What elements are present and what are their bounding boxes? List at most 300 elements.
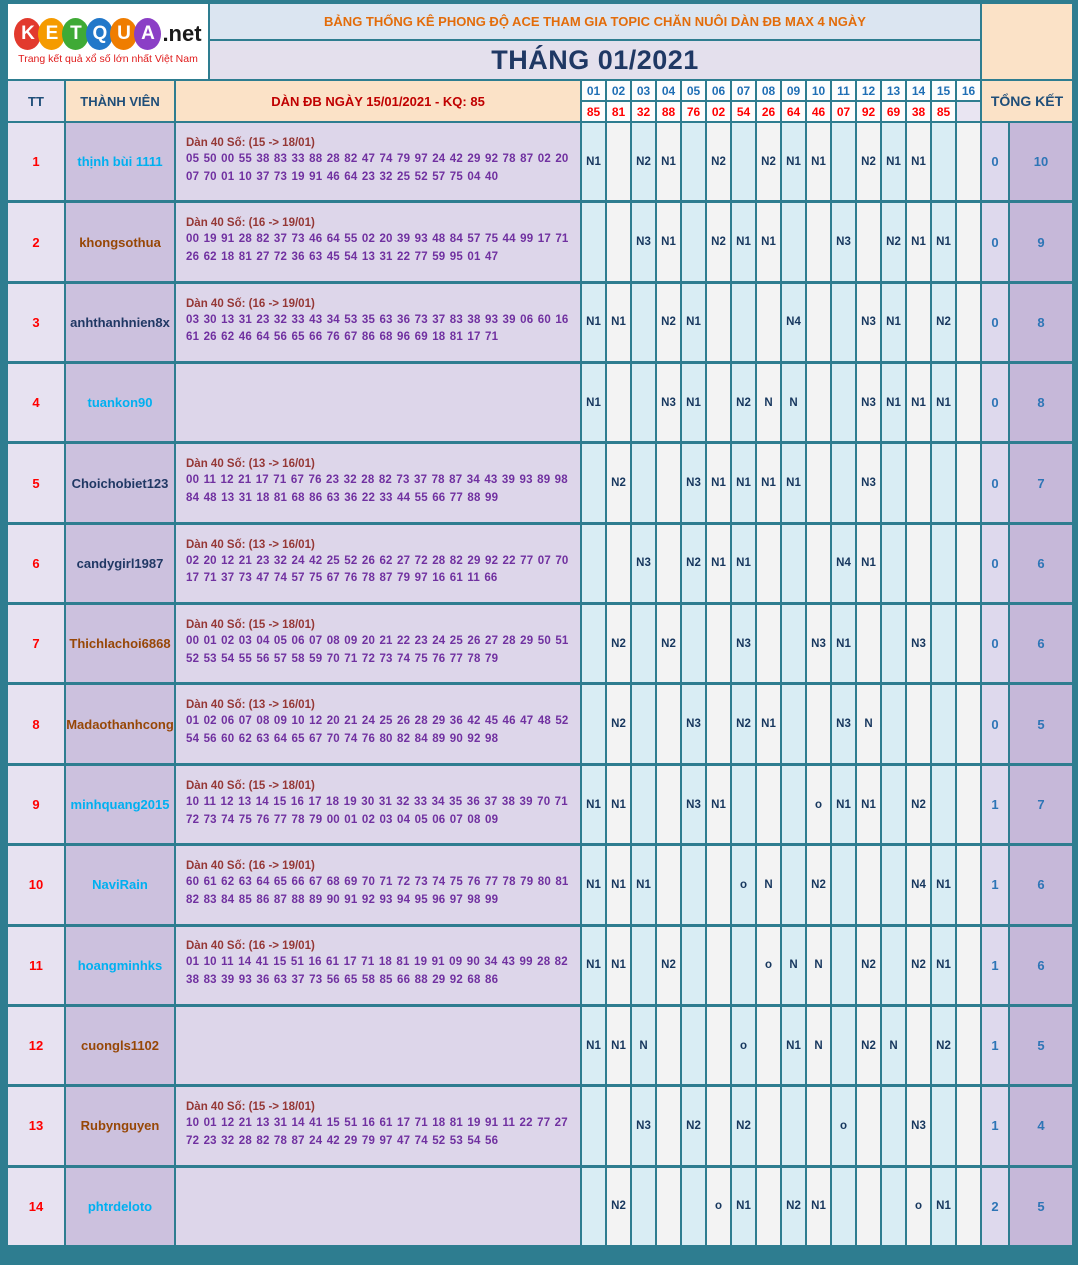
streak-total: 1 [982, 846, 1008, 923]
day-result: 54 [732, 102, 755, 121]
day-mark-cell: N1 [607, 766, 630, 843]
day-mark-cell: N [882, 1007, 905, 1084]
day-mark-cell: N1 [582, 284, 605, 361]
day-mark-cell: N4 [782, 284, 805, 361]
dan-title: Dàn 40 Số: (13 -> 16/01) [186, 538, 315, 551]
day-mark-cell [957, 1007, 980, 1084]
day-mark-cell [657, 766, 680, 843]
day-mark-cell [957, 1087, 980, 1164]
day-mark-cell [957, 284, 980, 361]
row-number: 9 [8, 766, 64, 843]
day-mark-cell: N4 [832, 525, 855, 602]
day-number: 08 [757, 81, 780, 100]
row-number: 13 [8, 1087, 64, 1164]
day-mark-cell: N2 [782, 1168, 805, 1245]
day-mark-cell [932, 525, 955, 602]
grand-total: 6 [1010, 927, 1072, 1004]
day-result: 07 [832, 102, 855, 121]
day-mark-cell: N3 [682, 685, 705, 762]
member-name: khongsothua [66, 203, 174, 280]
day-mark-cell: o [757, 927, 780, 1004]
table-row [8, 927, 1072, 1004]
day-mark-cell: N1 [707, 525, 730, 602]
table-row [8, 605, 1072, 682]
day-mark-cell [632, 766, 655, 843]
streak-total: 0 [982, 284, 1008, 361]
day-column-header [782, 81, 805, 121]
day-result: 26 [757, 102, 780, 121]
day-mark-cell [582, 605, 605, 682]
day-mark-cell [957, 525, 980, 602]
day-mark-cell [632, 364, 655, 441]
day-mark-cell [932, 1087, 955, 1164]
day-mark-cell [607, 364, 630, 441]
table-row [8, 123, 1072, 200]
day-mark-cell: N2 [607, 605, 630, 682]
day-mark-cell: N1 [657, 123, 680, 200]
day-mark-cell [832, 364, 855, 441]
dan-cell [176, 846, 580, 923]
table-row [8, 444, 1072, 521]
day-mark-cell: N1 [632, 846, 655, 923]
day-number: 01 [582, 81, 605, 100]
day-mark-cell: N3 [907, 605, 930, 682]
day-mark-cell: N1 [807, 123, 830, 200]
day-mark-cell: N2 [932, 1007, 955, 1084]
day-mark-cell [757, 284, 780, 361]
dan-numbers: 00 01 02 03 04 05 06 07 08 09 20 21 22 23 24 25 26 27 28 29 50 51 52 53 54 55 56 57 58 59 70 71 72 73 74 75 76 77 78 79 [186, 635, 569, 665]
day-mark-cell [632, 927, 655, 1004]
day-mark-cell [607, 525, 630, 602]
day-mark-cell [832, 927, 855, 1004]
day-mark-cell [632, 284, 655, 361]
row-number: 3 [8, 284, 64, 361]
day-mark-cell: N3 [682, 766, 705, 843]
grand-total: 4 [1010, 1087, 1072, 1164]
day-column-header [732, 81, 755, 121]
member-name: cuongls1102 [66, 1007, 174, 1084]
day-mark-cell: N1 [857, 525, 880, 602]
day-mark-cell: N2 [857, 927, 880, 1004]
day-result: 76 [682, 102, 705, 121]
day-mark-cell: N2 [607, 685, 630, 762]
member-name: NaviRain [66, 846, 174, 923]
day-mark-cell [657, 1087, 680, 1164]
day-mark-cell: N1 [907, 203, 930, 280]
day-mark-cell: N2 [657, 927, 680, 1004]
day-mark-cell: N [782, 927, 805, 1004]
day-mark-cell [932, 605, 955, 682]
dan-title: Dàn 40 Số: (16 -> 19/01) [186, 940, 315, 953]
day-mark-cell [582, 203, 605, 280]
table-body [8, 123, 1072, 1245]
day-mark-cell [882, 444, 905, 521]
day-mark-cell [657, 846, 680, 923]
day-mark-cell: N3 [857, 444, 880, 521]
day-mark-cell [882, 927, 905, 1004]
day-mark-cell [707, 1087, 730, 1164]
day-result: 85 [582, 102, 605, 121]
day-mark-cell: N1 [932, 1168, 955, 1245]
streak-total: 1 [982, 1007, 1008, 1084]
logo-letter: A [134, 18, 161, 50]
grand-total: 6 [1010, 846, 1072, 923]
day-mark-cell [857, 1168, 880, 1245]
day-mark-cell [757, 605, 780, 682]
day-mark-cell [782, 203, 805, 280]
day-column-header [832, 81, 855, 121]
day-mark-cell: N1 [707, 444, 730, 521]
day-mark-cell [957, 605, 980, 682]
dan-numbers: 00 19 91 28 82 37 73 46 64 55 02 20 39 93 48 84 57 75 44 99 17 71 26 62 18 81 27 72 36 63 45 54 13 31 22 77 59 95 01 47 [186, 233, 569, 264]
dan-title: Dàn 40 Số: (16 -> 19/01) [186, 297, 315, 310]
day-number: 13 [882, 81, 905, 100]
day-mark-cell: N1 [757, 203, 780, 280]
logo-letter: E [38, 18, 65, 50]
day-mark-cell: o [732, 1007, 755, 1084]
banner-title: BẢNG THỐNG KÊ PHONG ĐỘ ACE THAM GIA TOPIC CHĂN NUÔI DÀN ĐB MAX 4 NGÀY [210, 4, 980, 39]
day-mark-cell: N1 [607, 927, 630, 1004]
day-mark-cell: N2 [857, 1007, 880, 1084]
day-mark-cell [707, 1007, 730, 1084]
row-number: 2 [8, 203, 64, 280]
dan-cell [176, 284, 580, 361]
day-mark-cell: N1 [882, 284, 905, 361]
dan-cell [176, 203, 580, 280]
day-mark-cell: N1 [732, 444, 755, 521]
day-mark-cell: N1 [757, 685, 780, 762]
day-mark-cell: N1 [907, 364, 930, 441]
table-row [8, 284, 1072, 361]
day-mark-cell: N2 [657, 605, 680, 682]
day-mark-cell: N1 [932, 927, 955, 1004]
day-mark-cell [732, 927, 755, 1004]
day-mark-cell: N [807, 927, 830, 1004]
day-mark-cell [682, 927, 705, 1004]
table-row [8, 1168, 1072, 1245]
day-mark-cell [807, 1087, 830, 1164]
member-name: Madaothanhcong [66, 685, 174, 762]
day-mark-cell [807, 685, 830, 762]
day-column-header [607, 81, 630, 121]
grand-total: 8 [1010, 364, 1072, 441]
day-result: 46 [807, 102, 830, 121]
day-mark-cell [682, 203, 705, 280]
day-mark-cell [957, 123, 980, 200]
day-column-header [882, 81, 905, 121]
day-mark-cell [732, 284, 755, 361]
day-mark-cell [832, 284, 855, 361]
day-column-header [632, 81, 655, 121]
day-mark-cell: N2 [607, 444, 630, 521]
day-mark-cell: N1 [657, 203, 680, 280]
dan-title: Dàn 40 Số: (15 -> 18/01) [186, 619, 315, 631]
day-mark-cell: N1 [732, 1168, 755, 1245]
day-number: 06 [707, 81, 730, 100]
day-mark-cell: N1 [582, 364, 605, 441]
day-mark-cell: N1 [582, 846, 605, 923]
logo-letter: K [14, 18, 41, 50]
grand-total: 6 [1010, 525, 1072, 602]
day-mark-cell: N2 [632, 123, 655, 200]
day-mark-cell [657, 444, 680, 521]
day-mark-cell: N1 [932, 846, 955, 923]
dan-title: Dàn 40 Số: (15 -> 18/01) [186, 779, 315, 792]
day-mark-cell: N1 [807, 1168, 830, 1245]
day-number: 11 [832, 81, 855, 100]
day-mark-cell: N1 [607, 284, 630, 361]
column-header-dan: DÀN ĐB NGÀY 15/01/2021 - KQ: 85 [176, 81, 580, 121]
day-column-header [932, 81, 955, 121]
day-mark-cell [807, 364, 830, 441]
dan-cell [176, 1087, 580, 1164]
dan-cell [176, 685, 580, 762]
grand-total: 7 [1010, 444, 1072, 521]
day-mark-cell [657, 1168, 680, 1245]
day-mark-cell: N4 [907, 846, 930, 923]
dan-title: Dàn 40 Số: (13 -> 16/01) [186, 458, 315, 471]
day-mark-cell [607, 203, 630, 280]
day-mark-cell [807, 444, 830, 521]
member-name: anhthanhnien8x [66, 284, 174, 361]
table-row [8, 766, 1072, 843]
day-number: 02 [607, 81, 630, 100]
dan-numbers: 05 50 00 55 38 83 33 88 28 82 47 74 79 97 24 42 29 92 78 87 02 20 07 70 01 10 37 73 19 91 46 64 23 32 25 52 57 75 04 40 [186, 152, 569, 183]
day-mark-cell [582, 444, 605, 521]
day-mark-cell: N1 [832, 766, 855, 843]
day-mark-cell [907, 685, 930, 762]
dan-cell [176, 927, 580, 1004]
day-mark-cell [882, 846, 905, 923]
day-mark-cell: N1 [907, 123, 930, 200]
day-number: 09 [782, 81, 805, 100]
day-mark-cell [682, 846, 705, 923]
day-mark-cell: N1 [932, 203, 955, 280]
column-header-member: THÀNH VIÊN [66, 81, 174, 121]
day-mark-cell: N2 [732, 685, 755, 762]
row-number: 11 [8, 927, 64, 1004]
dan-cell [176, 444, 580, 521]
day-mark-cell: N2 [757, 123, 780, 200]
day-mark-cell [782, 525, 805, 602]
day-mark-cell: N2 [682, 525, 705, 602]
row-number: 8 [8, 685, 64, 762]
ketqua-logo[interactable] [8, 4, 208, 79]
grand-total: 6 [1010, 605, 1072, 682]
day-number: 07 [732, 81, 755, 100]
day-mark-cell: N1 [782, 1007, 805, 1084]
day-mark-cell [782, 605, 805, 682]
row-number: 4 [8, 364, 64, 441]
day-mark-cell [682, 1168, 705, 1245]
streak-total: 0 [982, 123, 1008, 200]
day-mark-cell: N1 [732, 525, 755, 602]
day-column-header [757, 81, 780, 121]
day-number: 14 [907, 81, 930, 100]
logo-net-suffix: .net [162, 21, 202, 46]
day-number: 03 [632, 81, 655, 100]
dan-title: Dàn 40 Số: (16 -> 19/01) [186, 860, 315, 873]
day-mark-cell [957, 766, 980, 843]
streak-total: 0 [982, 605, 1008, 682]
day-mark-cell: N1 [607, 1007, 630, 1084]
member-name: candygirl1987 [66, 525, 174, 602]
day-column-header [682, 81, 705, 121]
streak-total: 1 [982, 766, 1008, 843]
member-name: Rubynguyen [66, 1087, 174, 1164]
day-result [957, 102, 980, 121]
dan-numbers: 01 02 06 07 08 09 10 12 20 21 24 25 26 28 29 36 42 45 46 47 48 52 54 56 60 62 63 64 65 67 70 74 76 80 82 84 89 90 92 98 [186, 715, 569, 746]
day-mark-cell: N1 [582, 123, 605, 200]
logo-letter: U [110, 18, 137, 50]
streak-total: 2 [982, 1168, 1008, 1245]
day-mark-cell: o [832, 1087, 855, 1164]
grand-total: 5 [1010, 1007, 1072, 1084]
day-mark-cell: N1 [607, 846, 630, 923]
day-mark-cell [832, 1168, 855, 1245]
dan-numbers: 03 30 13 31 23 32 33 43 34 53 35 63 36 73 37 83 38 93 39 06 60 16 61 26 62 46 64 56 65 66 76 67 86 68 96 69 18 81 17 71 [186, 313, 569, 344]
day-mark-cell: N1 [832, 605, 855, 682]
day-number: 16 [957, 81, 980, 100]
day-mark-cell: N2 [707, 123, 730, 200]
day-mark-cell: N1 [682, 364, 705, 441]
member-name: hoangminhks [66, 927, 174, 1004]
day-mark-cell [932, 444, 955, 521]
day-mark-cell [957, 203, 980, 280]
day-mark-cell [857, 846, 880, 923]
day-mark-cell [582, 1168, 605, 1245]
day-mark-cell: N2 [882, 203, 905, 280]
day-mark-cell [682, 605, 705, 682]
day-mark-cell [907, 284, 930, 361]
table-row [8, 685, 1072, 762]
day-column-header [907, 81, 930, 121]
day-mark-cell: o [707, 1168, 730, 1245]
day-mark-cell [632, 444, 655, 521]
day-mark-cell: N [632, 1007, 655, 1084]
day-mark-cell [682, 123, 705, 200]
day-mark-cell [607, 1087, 630, 1164]
dan-numbers: 00 11 12 21 17 71 67 76 23 32 28 82 73 37 78 87 34 43 39 93 89 98 84 48 13 31 18 81 68 86 63 36 22 33 44 55 66 77 88 99 [186, 474, 568, 505]
day-mark-cell: N2 [807, 846, 830, 923]
day-mark-cell: N1 [582, 766, 605, 843]
day-result: 81 [607, 102, 630, 121]
day-mark-cell [907, 525, 930, 602]
dan-cell [176, 605, 580, 682]
day-mark-cell: N3 [682, 444, 705, 521]
row-number: 1 [8, 123, 64, 200]
day-mark-cell: N [782, 364, 805, 441]
grand-total: 10 [1010, 123, 1072, 200]
streak-total: 0 [982, 525, 1008, 602]
day-mark-cell: N3 [857, 364, 880, 441]
day-mark-cell [957, 846, 980, 923]
day-mark-cell: o [807, 766, 830, 843]
dan-numbers: 10 11 12 13 14 15 16 17 18 19 30 31 32 33 34 35 36 37 38 39 70 71 72 73 74 75 76 77 78 79 00 01 02 03 04 05 06 07 08 09 [186, 795, 568, 826]
day-column-header [707, 81, 730, 121]
grand-total: 7 [1010, 766, 1072, 843]
day-mark-cell [932, 685, 955, 762]
day-mark-cell [707, 605, 730, 682]
day-mark-cell [807, 284, 830, 361]
table-row [8, 1007, 1072, 1084]
table-row [8, 1087, 1072, 1164]
day-mark-cell [757, 1007, 780, 1084]
table-header-row [8, 81, 1072, 121]
member-name: Thichlachoi6868 [66, 605, 174, 682]
streak-total: 0 [982, 364, 1008, 441]
day-column-header [657, 81, 680, 121]
member-name: minhquang2015 [66, 766, 174, 843]
day-mark-cell [732, 123, 755, 200]
dan-cell [176, 1007, 580, 1084]
day-mark-cell: N3 [657, 364, 680, 441]
column-header-total: TỔNG KẾT [982, 81, 1072, 121]
dan-title: Dàn 40 Số: (16 -> 19/01) [186, 217, 315, 230]
day-mark-cell [782, 766, 805, 843]
day-number: 15 [932, 81, 955, 100]
streak-total: 1 [982, 927, 1008, 1004]
day-mark-cell [657, 525, 680, 602]
day-mark-cell [932, 123, 955, 200]
day-mark-cell [757, 1087, 780, 1164]
day-mark-cell [757, 1168, 780, 1245]
day-mark-cell: N2 [857, 123, 880, 200]
day-mark-cell [757, 525, 780, 602]
row-number: 7 [8, 605, 64, 682]
day-mark-cell: N3 [632, 1087, 655, 1164]
day-mark-cell [957, 364, 980, 441]
day-mark-cell: N3 [632, 203, 655, 280]
column-header-tt: TT [8, 81, 64, 121]
dan-cell [176, 1168, 580, 1245]
row-number: 5 [8, 444, 64, 521]
day-mark-cell [882, 525, 905, 602]
day-mark-cell [807, 525, 830, 602]
day-mark-cell [582, 1087, 605, 1164]
row-number: 12 [8, 1007, 64, 1084]
day-mark-cell [657, 1007, 680, 1084]
day-mark-cell: N1 [757, 444, 780, 521]
day-mark-cell: N1 [782, 123, 805, 200]
day-mark-cell: N2 [732, 364, 755, 441]
day-mark-cell [832, 1007, 855, 1084]
dan-title: Dàn 40 Số: (13 -> 16/01) [186, 699, 315, 712]
member-name: tuankon90 [66, 364, 174, 441]
day-mark-cell [607, 123, 630, 200]
day-mark-cell: N [807, 1007, 830, 1084]
dan-numbers: 02 20 12 21 23 32 24 42 25 52 26 62 27 72 28 82 29 92 22 77 07 70 17 71 37 73 47 74 57 75 67 76 78 87 79 97 16 61 11 66 [186, 554, 569, 585]
day-mark-cell: N2 [607, 1168, 630, 1245]
day-mark-cell: N1 [932, 364, 955, 441]
day-mark-cell: N3 [732, 605, 755, 682]
day-number: 10 [807, 81, 830, 100]
day-mark-cell [782, 1087, 805, 1164]
day-mark-cell [882, 1087, 905, 1164]
logo-letters [14, 18, 201, 50]
day-mark-cell [882, 1168, 905, 1245]
day-mark-cell: N1 [582, 1007, 605, 1084]
day-mark-cell [582, 525, 605, 602]
dan-cell [176, 123, 580, 200]
day-mark-cell: N [757, 364, 780, 441]
day-number: 12 [857, 81, 880, 100]
dan-numbers: 60 61 62 63 64 65 66 67 68 69 70 71 72 73 74 75 76 77 78 79 80 81 82 83 84 85 86 87 88 89 90 91 92 93 94 95 96 97 98 99 [186, 876, 569, 906]
day-column-header [857, 81, 880, 121]
day-mark-cell: N [857, 685, 880, 762]
dan-cell [176, 766, 580, 843]
day-mark-cell [857, 1087, 880, 1164]
